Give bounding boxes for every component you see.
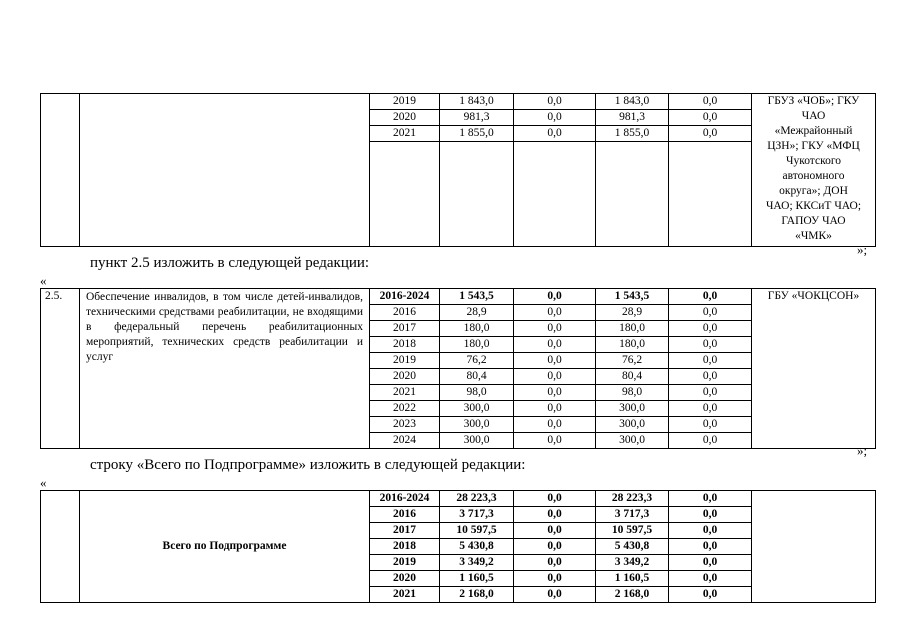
- empty-cell: [514, 142, 596, 247]
- year-cell: 2016: [370, 507, 440, 523]
- executor-line: ГБУЗ «ЧОБ»; ГКУ: [767, 95, 860, 107]
- other-cell: 0,0: [669, 385, 752, 401]
- executor-line: ЧАО; ККСиТ ЧАО;: [765, 200, 862, 212]
- empty-cell: [596, 142, 669, 247]
- open-quote: «: [40, 273, 47, 288]
- empty-cell: [669, 142, 752, 247]
- regional-cell: 1 855,0: [596, 126, 669, 142]
- regional-cell: 1 543,5: [596, 289, 669, 305]
- year-cell: 2021: [370, 385, 440, 401]
- executor-line: Чукотского: [785, 155, 842, 167]
- regional-cell: 76,2: [596, 353, 669, 369]
- executor-line: ЦЗН»; ГКУ «МФЦ: [767, 140, 860, 152]
- year-cell: 2019: [370, 555, 440, 571]
- executor-line: ЧАО: [801, 110, 826, 122]
- regional-cell: 3 349,2: [596, 555, 669, 571]
- close-quote: »;: [857, 242, 868, 257]
- federal-cell: 0,0: [514, 353, 596, 369]
- federal-cell: 0,0: [514, 507, 596, 523]
- other-cell: 0,0: [669, 305, 752, 321]
- total-cell: 98,0: [440, 385, 514, 401]
- other-cell: 0,0: [669, 433, 752, 449]
- regional-cell: 10 597,5: [596, 523, 669, 539]
- regional-cell: 28,9: [596, 305, 669, 321]
- year-cell: 2020: [370, 571, 440, 587]
- table-row: [41, 289, 876, 305]
- total-cell: 3 349,2: [440, 555, 514, 571]
- total-cell: 1 855,0: [440, 126, 514, 142]
- other-cell: 0,0: [669, 539, 752, 555]
- federal-cell: 0,0: [514, 110, 596, 126]
- item-description: Обеспечение инвалидов, в том числе детей-инвалидов, техническими средствами реабилитации, не входящими в федеральный перечень реабилитационных мероприятий, технических средств реабилитации и услуг: [80, 289, 370, 449]
- regional-cell: 300,0: [596, 401, 669, 417]
- federal-cell: 0,0: [514, 94, 596, 110]
- empty-cell: [440, 142, 514, 247]
- executor-line: ГАПОУ ЧАО: [781, 215, 846, 227]
- total-cell: 1 160,5: [440, 571, 514, 587]
- number-cell: [41, 491, 80, 603]
- total-cell: 5 430,8: [440, 539, 514, 555]
- total-cell: 76,2: [440, 353, 514, 369]
- executor-line: «Межрайонный: [774, 125, 853, 137]
- regional-cell: 180,0: [596, 321, 669, 337]
- other-cell: 0,0: [669, 555, 752, 571]
- total-cell: 80,4: [440, 369, 514, 385]
- total-cell: 300,0: [440, 401, 514, 417]
- federal-cell: 0,0: [514, 401, 596, 417]
- year-cell: 2020: [370, 110, 440, 126]
- description-cell: [80, 94, 370, 247]
- year-cell: 2016-2024: [370, 289, 440, 305]
- federal-cell: 0,0: [514, 321, 596, 337]
- total-cell: 10 597,5: [440, 523, 514, 539]
- year-cell: 2016: [370, 305, 440, 321]
- table-row: [41, 491, 876, 507]
- empty-cell: [370, 142, 440, 247]
- regional-cell: 1 843,0: [596, 94, 669, 110]
- other-cell: 0,0: [669, 337, 752, 353]
- other-cell: 0,0: [669, 321, 752, 337]
- year-cell: 2021: [370, 126, 440, 142]
- total-label: Всего по Подпрограмме: [80, 491, 370, 603]
- federal-cell: 0,0: [514, 523, 596, 539]
- regional-cell: 300,0: [596, 433, 669, 449]
- executors-cell: [752, 94, 876, 247]
- other-cell: 0,0: [669, 369, 752, 385]
- other-cell: 0,0: [669, 353, 752, 369]
- executor-line: автономного: [782, 170, 845, 182]
- item-executor: ГБУ «ЧОКЦСОН»: [752, 289, 876, 449]
- total-cell: 180,0: [440, 337, 514, 353]
- top-table: [40, 93, 876, 247]
- number-cell: [41, 94, 80, 247]
- regional-cell: 981,3: [596, 110, 669, 126]
- federal-cell: 0,0: [514, 417, 596, 433]
- table-row: [41, 94, 876, 110]
- year-cell: 2023: [370, 417, 440, 433]
- regional-cell: 1 160,5: [596, 571, 669, 587]
- federal-cell: 0,0: [514, 587, 596, 603]
- total-table: [40, 490, 876, 603]
- other-cell: 0,0: [669, 401, 752, 417]
- federal-cell: 0,0: [514, 289, 596, 305]
- total-cell: 1 543,5: [440, 289, 514, 305]
- other-cell: 0,0: [669, 417, 752, 433]
- year-cell: 2016-2024: [370, 491, 440, 507]
- federal-cell: 0,0: [514, 555, 596, 571]
- year-cell: 2022: [370, 401, 440, 417]
- year-cell: 2018: [370, 539, 440, 555]
- year-cell: 2021: [370, 587, 440, 603]
- year-cell: 2020: [370, 369, 440, 385]
- item-number: 2.5.: [41, 289, 80, 449]
- regional-cell: 5 430,8: [596, 539, 669, 555]
- other-cell: 0,0: [669, 126, 752, 142]
- regional-cell: 98,0: [596, 385, 669, 401]
- other-cell: 0,0: [669, 491, 752, 507]
- federal-cell: 0,0: [514, 337, 596, 353]
- federal-cell: 0,0: [514, 126, 596, 142]
- year-cell: 2019: [370, 94, 440, 110]
- regional-cell: 28 223,3: [596, 491, 669, 507]
- regional-cell: 2 168,0: [596, 587, 669, 603]
- year-cell: 2019: [370, 353, 440, 369]
- total-cell: 180,0: [440, 321, 514, 337]
- federal-cell: 0,0: [514, 433, 596, 449]
- close-quote: »;: [857, 443, 868, 458]
- year-cell: 2017: [370, 523, 440, 539]
- total-cell: 1 843,0: [440, 94, 514, 110]
- other-cell: 0,0: [669, 571, 752, 587]
- top-table-body: [41, 94, 876, 247]
- other-cell: 0,0: [669, 587, 752, 603]
- year-cell: 2024: [370, 433, 440, 449]
- other-cell: 0,0: [669, 523, 752, 539]
- total-cell: 28 223,3: [440, 491, 514, 507]
- year-cell: 2017: [370, 321, 440, 337]
- total-cell: 3 717,3: [440, 507, 514, 523]
- federal-cell: 0,0: [514, 305, 596, 321]
- federal-cell: 0,0: [514, 385, 596, 401]
- total-cell: 981,3: [440, 110, 514, 126]
- other-cell: 0,0: [669, 94, 752, 110]
- executor-cell: [752, 491, 876, 603]
- total-table-body: [41, 491, 876, 603]
- other-cell: 0,0: [669, 289, 752, 305]
- item-2-5-table-body: [41, 289, 876, 449]
- item-2-5-table: [40, 288, 876, 449]
- federal-cell: 0,0: [514, 539, 596, 555]
- year-cell: 2018: [370, 337, 440, 353]
- open-quote: «: [40, 475, 47, 490]
- paragraph-item-2-5: пункт 2.5 изложить в следующей редакции:: [90, 255, 370, 271]
- federal-cell: 0,0: [514, 571, 596, 587]
- federal-cell: 0,0: [514, 369, 596, 385]
- executor-line: «ЧМК»: [795, 230, 832, 242]
- regional-cell: 80,4: [596, 369, 669, 385]
- executor-line: округа»; ДОН: [779, 185, 848, 197]
- total-cell: 300,0: [440, 433, 514, 449]
- other-cell: 0,0: [669, 110, 752, 126]
- total-cell: 300,0: [440, 417, 514, 433]
- total-cell: 2 168,0: [440, 587, 514, 603]
- regional-cell: 300,0: [596, 417, 669, 433]
- regional-cell: 3 717,3: [596, 507, 669, 523]
- federal-cell: 0,0: [514, 491, 596, 507]
- other-cell: 0,0: [669, 507, 752, 523]
- regional-cell: 180,0: [596, 337, 669, 353]
- total-cell: 28,9: [440, 305, 514, 321]
- paragraph-total-row: строку «Всего по Подпрограмме» изложить в следующей редакции:: [90, 457, 526, 473]
